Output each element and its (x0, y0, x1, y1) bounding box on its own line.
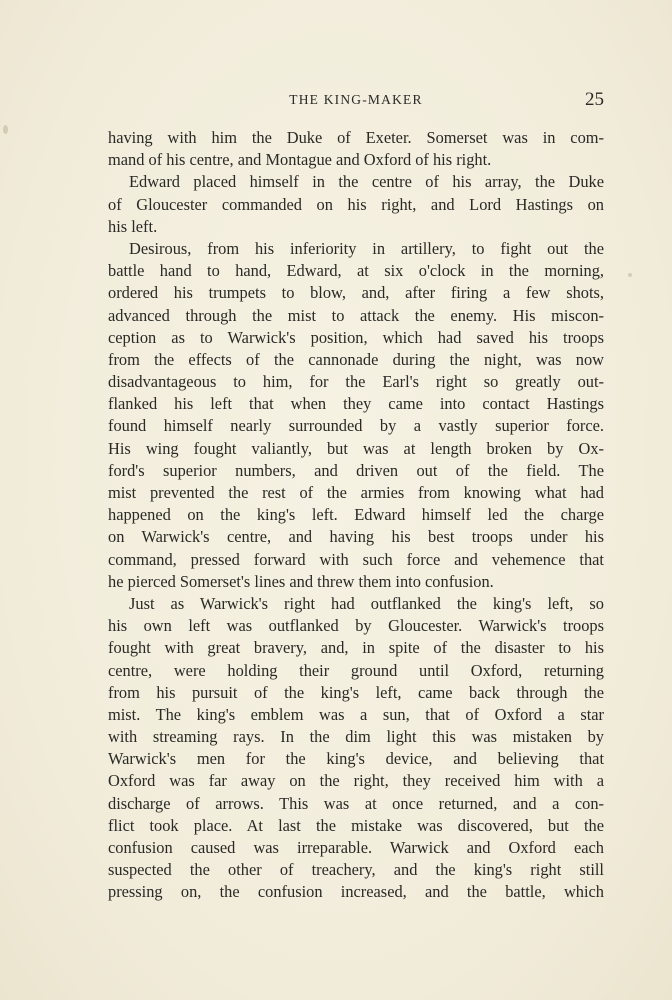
text-line: battle hand to hand, Edward, at six o'clock in the morning, (108, 261, 604, 281)
text-line: Just as Warwick's right had outflanked the king's left, so (129, 593, 604, 613)
text-line: Desirous, from his inferiority in artillery, to fight out the (129, 238, 604, 258)
text-line: his left. (108, 216, 158, 236)
text-line: of Gloucester commanded on his right, and Lord Hastings on (108, 194, 604, 214)
text-line: flict took place. At last the mistake was discovered, but the (108, 815, 604, 835)
text-line: from the effects of the cannonade during the night, was now (108, 349, 604, 369)
text-line: centre, were holding their ground until Oxford, returning (108, 660, 604, 680)
text-line: His wing fought valiantly, but was at length broken by Ox- (108, 438, 604, 458)
text-line: command, pressed forward with such force and vehemence that (108, 549, 604, 569)
body-text (108, 127, 604, 904)
text-line: found himself nearly surrounded by a vastly superior force. (108, 416, 604, 436)
text-line: suspected the other of treachery, and the king's right still (108, 860, 604, 880)
text-line: Oxford was far away on the right, they received him with a (108, 771, 604, 791)
text-line: disadvantageous to him, for the Earl's right so greatly out- (108, 372, 604, 392)
text-line: happened on the king's left. Edward himself led the charge (108, 505, 604, 525)
text-line: advanced through the mist to attack the enemy. His miscon- (108, 305, 604, 325)
page-number: 25 (585, 89, 604, 110)
text-line: fought with great bravery, and, in spite of the disaster to his (108, 638, 604, 658)
text-line: ordered his trumpets to blow, and, after firing a few shots, (108, 283, 604, 303)
text-line: mist prevented the rest of the armies from knowing what had (108, 483, 604, 502)
text-line: ception as to Warwick's position, which had saved his troops (108, 327, 604, 347)
running-title: THE KING-MAKER (289, 92, 423, 107)
text-line: mand of his centre, and Montague and Oxford of his right. (108, 150, 492, 170)
text-line: having with him the Duke of Exeter. Somerset was in com- (108, 128, 604, 147)
text-line: mist. The king's emblem was a sun, that of Oxford a star (108, 704, 604, 724)
paper-speck (628, 273, 632, 277)
text-line: discharge of arrows. This was at once returned, and a con- (108, 793, 604, 813)
paper-speck (3, 125, 8, 134)
text-line: Edward placed himself in the centre of his array, the Duke (129, 172, 604, 192)
text-line: on Warwick's centre, and having his best troops under his (108, 527, 604, 547)
text-line: from his pursuit of the king's left, came back through the (108, 682, 604, 702)
text-line: his own left was outflanked by Gloucester. Warwick's troops (108, 616, 604, 636)
text-line: with streaming rays. In the dim light this was mistaken by (108, 727, 604, 747)
running-head (108, 89, 604, 111)
text-line: pressing on, the confusion increased, and the battle, which (108, 882, 604, 902)
text-line: flanked his left that when they came into contact Hastings (108, 394, 604, 414)
text-line: confusion caused was irreparable. Warwick and Oxford each (108, 838, 604, 857)
text-line: Warwick's men for the king's device, and believing that (108, 749, 604, 769)
text-line: ford's superior numbers, and driven out of the field. The (108, 460, 604, 480)
text-line: he pierced Somerset's lines and threw them into confusion. (108, 571, 494, 591)
